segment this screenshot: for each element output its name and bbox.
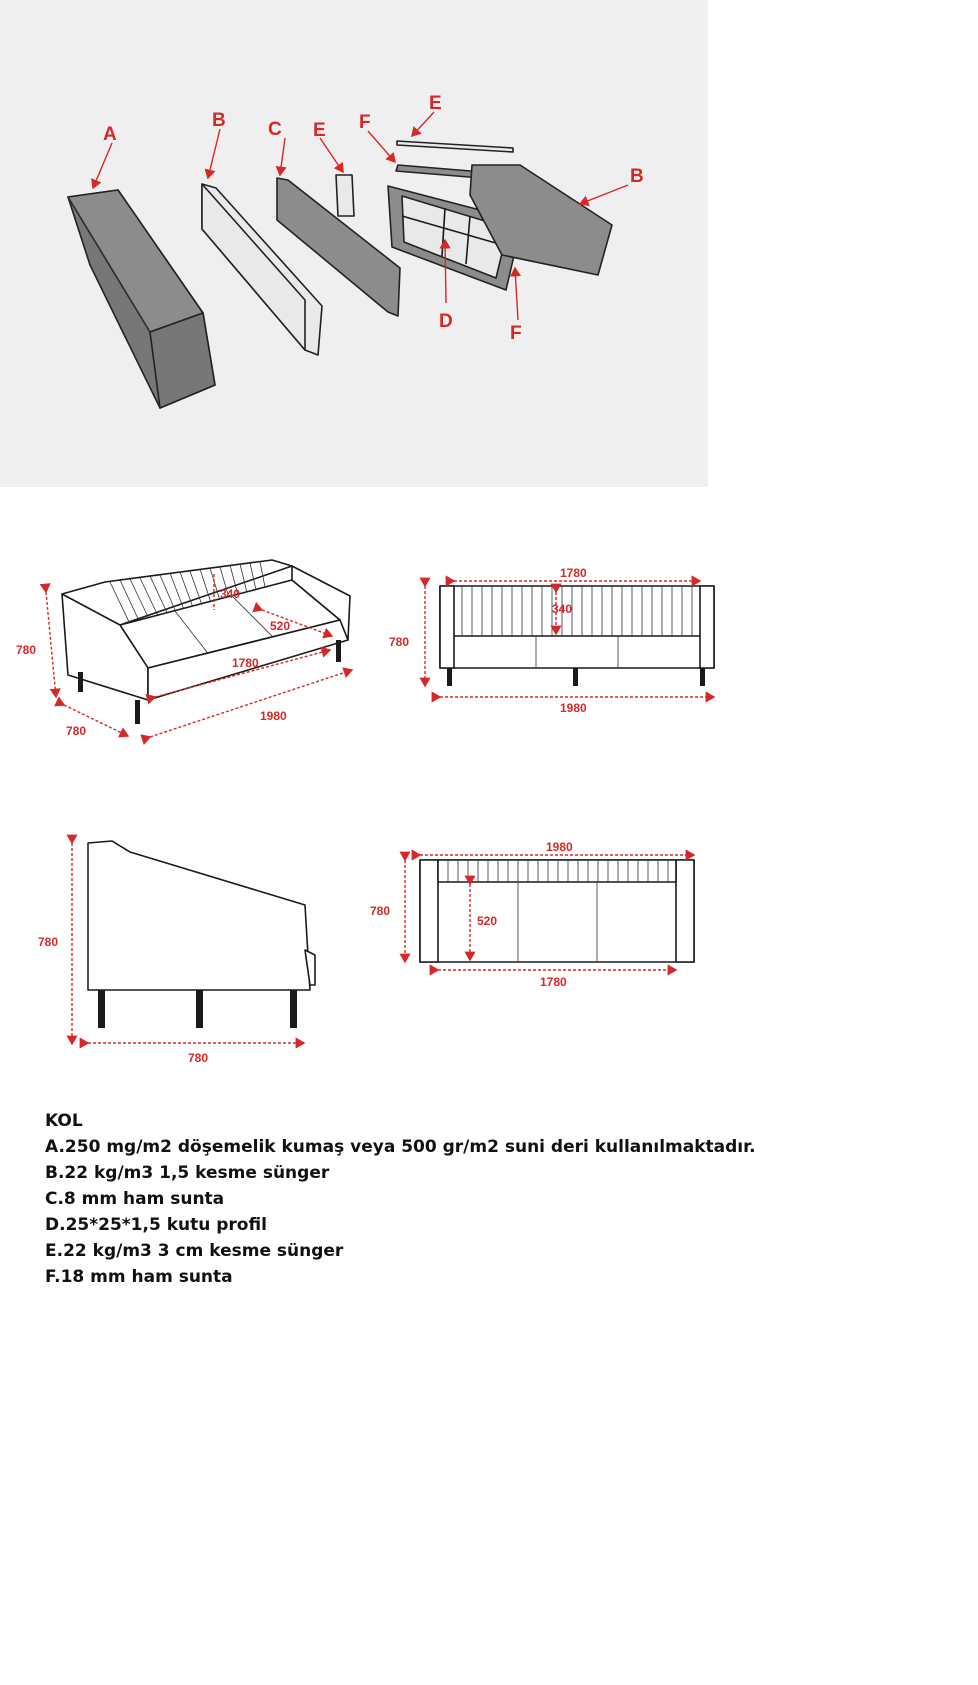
side-view <box>38 841 315 1065</box>
label-c: C <box>268 119 282 140</box>
label-d: D <box>439 311 453 332</box>
label-f-bottom: F <box>510 323 522 344</box>
material-notes <box>45 1108 945 1290</box>
part-a-cover <box>68 190 215 408</box>
note-c: C.8 mm ham sunta <box>45 1189 225 1209</box>
persp-back-height-dim: 340 <box>220 587 241 601</box>
persp-depth-dim: 780 <box>66 724 87 738</box>
label-b-right: B <box>630 166 644 187</box>
note-b: B.22 kg/m3 1,5 kesme sünger <box>45 1163 330 1183</box>
label-e-left: E <box>313 120 326 141</box>
notes-title: KOL <box>45 1111 83 1131</box>
note-d: D.25*25*1,5 kutu profil <box>45 1215 267 1235</box>
note-a: A.250 mg/m2 döşemelik kumaş veya 500 gr/m2 suni deri kullanılmaktadır. <box>45 1137 756 1157</box>
persp-seat-depth-dim: 520 <box>270 619 291 633</box>
top-seat-width-dim: 1780 <box>540 975 567 989</box>
top-depth-dim: 780 <box>370 904 391 918</box>
part-e-strip <box>336 175 354 216</box>
perspective-view <box>16 560 352 738</box>
label-b-left: B <box>212 110 226 131</box>
part-e-top-sponge <box>397 141 513 152</box>
top-seat-depth-dim: 520 <box>477 914 498 928</box>
side-depth-dim: 780 <box>188 1051 209 1065</box>
front-height-dim: 780 <box>389 635 410 649</box>
persp-width-dim: 1980 <box>260 709 287 723</box>
note-e: E.22 kg/m3 3 cm kesme sünger <box>45 1241 344 1261</box>
top-width-dim: 1980 <box>546 840 573 854</box>
persp-seat-width-dim: 1780 <box>232 656 259 670</box>
exploded-view <box>68 93 644 408</box>
label-e-top: E <box>429 93 442 114</box>
front-seat-width-dim: 1780 <box>560 566 587 580</box>
front-width-dim: 1980 <box>560 701 587 715</box>
front-view <box>389 566 714 715</box>
label-f-top: F <box>359 112 371 133</box>
top-view <box>370 840 694 989</box>
side-height-dim: 780 <box>38 935 59 949</box>
persp-height-dim: 780 <box>16 643 37 657</box>
note-f: F.18 mm ham sunta <box>45 1267 233 1287</box>
front-back-height-dim: 340 <box>552 602 573 616</box>
label-a: A <box>103 124 117 145</box>
